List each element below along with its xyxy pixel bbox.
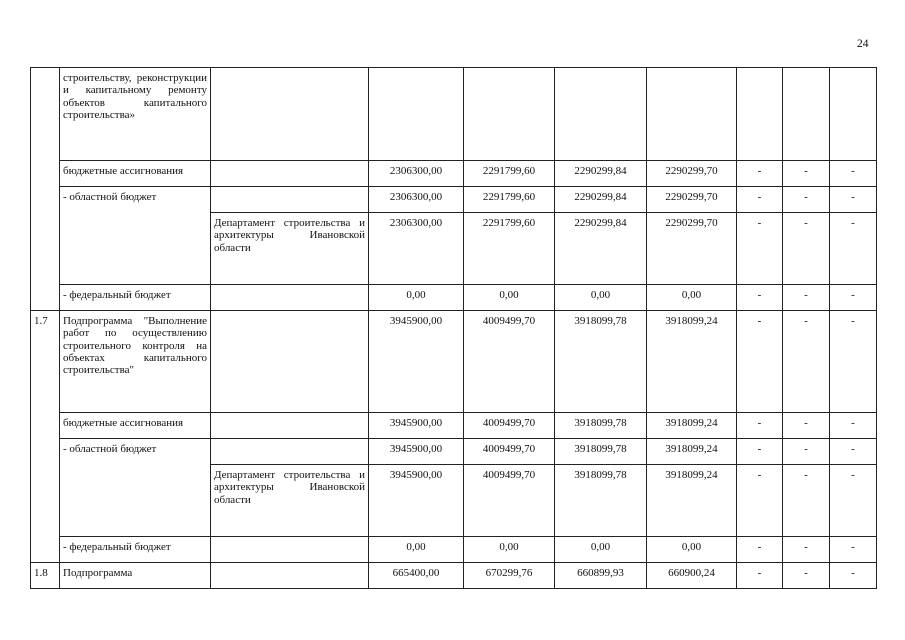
dash-cell: - xyxy=(830,187,877,213)
dash-cell xyxy=(737,68,783,161)
executor-cell xyxy=(211,563,369,589)
value-cell: 3945900,00 xyxy=(369,413,464,439)
value-cell xyxy=(647,68,737,161)
dash-cell: - xyxy=(737,439,783,465)
value-cell xyxy=(369,68,464,161)
value-cell: 0,00 xyxy=(555,537,647,563)
value-cell: 2306300,00 xyxy=(369,161,464,187)
table-row xyxy=(31,311,877,413)
dash-cell: - xyxy=(830,213,877,285)
program-name-cell: строительству, реконструкции и капитальному ремонту объектов капитального строительства» xyxy=(60,68,211,161)
value-cell: 3945900,00 xyxy=(369,311,464,413)
value-cell: 3918099,78 xyxy=(555,413,647,439)
dash-cell: - xyxy=(737,465,783,537)
dash-cell: - xyxy=(737,563,783,589)
program-name-cell: - федеральный бюджет xyxy=(60,537,211,563)
dash-cell: - xyxy=(830,465,877,537)
value-cell: 3918099,78 xyxy=(555,465,647,537)
table-row xyxy=(31,439,877,465)
value-cell: 2306300,00 xyxy=(369,213,464,285)
dash-cell: - xyxy=(830,413,877,439)
dash-cell: - xyxy=(737,161,783,187)
dash-cell: - xyxy=(783,213,830,285)
value-cell: 2290299,84 xyxy=(555,213,647,285)
dash-cell: - xyxy=(783,285,830,311)
table-row xyxy=(31,285,877,311)
dash-cell: - xyxy=(737,213,783,285)
executor-cell xyxy=(211,187,369,213)
value-cell: 3918099,24 xyxy=(647,311,737,413)
dash-cell: - xyxy=(830,537,877,563)
value-cell: 2291799,60 xyxy=(464,213,555,285)
table-row xyxy=(31,187,877,213)
value-cell xyxy=(464,68,555,161)
executor-cell xyxy=(211,537,369,563)
program-name-cell: Подпрограмма xyxy=(60,563,211,589)
value-cell: 2290299,70 xyxy=(647,161,737,187)
program-name-cell: Подпрограмма "Выполнение работ по осуществлению строительного контроля на объектах капитального строительства" xyxy=(60,311,211,413)
executor-cell xyxy=(211,413,369,439)
value-cell: 3945900,00 xyxy=(369,465,464,537)
value-cell: 2290299,70 xyxy=(647,187,737,213)
dash-cell: - xyxy=(783,563,830,589)
dash-cell: - xyxy=(783,465,830,537)
value-cell: 2306300,00 xyxy=(369,187,464,213)
program-name-cell: - областной бюджет xyxy=(60,439,211,537)
value-cell: 2290299,70 xyxy=(647,213,737,285)
dash-cell: - xyxy=(737,285,783,311)
dash-cell: - xyxy=(830,439,877,465)
dash-cell: - xyxy=(783,187,830,213)
value-cell: 670299,76 xyxy=(464,563,555,589)
value-cell: 3918099,24 xyxy=(647,465,737,537)
executor-cell xyxy=(211,161,369,187)
dash-cell: - xyxy=(783,537,830,563)
executor-cell: Департамент строительства и архитектуры Ивановской области xyxy=(211,465,369,537)
value-cell: 4009499,70 xyxy=(464,465,555,537)
executor-cell: Департамент строительства и архитектуры Ивановской области xyxy=(211,213,369,285)
value-cell: 665400,00 xyxy=(369,563,464,589)
dash-cell: - xyxy=(830,311,877,413)
value-cell: 4009499,70 xyxy=(464,311,555,413)
value-cell: 660900,24 xyxy=(647,563,737,589)
program-name-cell: - федеральный бюджет xyxy=(60,285,211,311)
value-cell: 2290299,84 xyxy=(555,187,647,213)
program-name-cell: бюджетные ассигнования xyxy=(60,161,211,187)
value-cell: 0,00 xyxy=(464,537,555,563)
page-number: 24 xyxy=(857,38,869,50)
value-cell: 0,00 xyxy=(647,537,737,563)
value-cell: 0,00 xyxy=(464,285,555,311)
table-row xyxy=(31,68,877,161)
value-cell: 0,00 xyxy=(369,285,464,311)
value-cell: 4009499,70 xyxy=(464,413,555,439)
value-cell: 3918099,24 xyxy=(647,439,737,465)
value-cell: 2291799,60 xyxy=(464,161,555,187)
program-name-cell: бюджетные ассигнования xyxy=(60,413,211,439)
value-cell: 2291799,60 xyxy=(464,187,555,213)
table-row xyxy=(31,413,877,439)
budget-table xyxy=(30,67,877,589)
dash-cell xyxy=(783,68,830,161)
dash-cell: - xyxy=(783,439,830,465)
executor-cell xyxy=(211,311,369,413)
executor-cell xyxy=(211,68,369,161)
table-row xyxy=(31,563,877,589)
value-cell: 660899,93 xyxy=(555,563,647,589)
dash-cell: - xyxy=(830,563,877,589)
executor-cell xyxy=(211,439,369,465)
row-number-cell xyxy=(31,68,60,311)
dash-cell: - xyxy=(830,285,877,311)
value-cell: 0,00 xyxy=(369,537,464,563)
value-cell: 3918099,24 xyxy=(647,413,737,439)
dash-cell xyxy=(830,68,877,161)
value-cell: 0,00 xyxy=(647,285,737,311)
table-row xyxy=(31,537,877,563)
value-cell: 3918099,78 xyxy=(555,439,647,465)
dash-cell: - xyxy=(830,161,877,187)
value-cell xyxy=(555,68,647,161)
value-cell: 4009499,70 xyxy=(464,439,555,465)
value-cell: 2290299,84 xyxy=(555,161,647,187)
row-number-cell: 1.7 xyxy=(31,311,60,563)
dash-cell: - xyxy=(737,311,783,413)
dash-cell: - xyxy=(737,413,783,439)
value-cell: 3945900,00 xyxy=(369,439,464,465)
executor-cell xyxy=(211,285,369,311)
table-row xyxy=(31,161,877,187)
row-number-cell: 1.8 xyxy=(31,563,60,589)
value-cell: 0,00 xyxy=(555,285,647,311)
dash-cell: - xyxy=(783,161,830,187)
program-name-cell: - областной бюджет xyxy=(60,187,211,285)
dash-cell: - xyxy=(737,187,783,213)
dash-cell: - xyxy=(737,537,783,563)
dash-cell: - xyxy=(783,311,830,413)
dash-cell: - xyxy=(783,413,830,439)
value-cell: 3918099,78 xyxy=(555,311,647,413)
